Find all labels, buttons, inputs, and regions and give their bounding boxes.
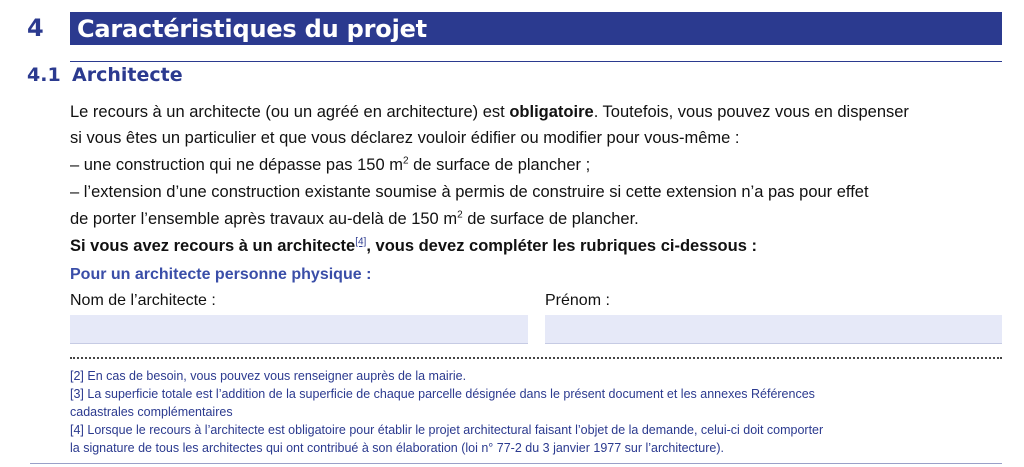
superscript: 2: [457, 209, 463, 221]
obligatoire-emphasis: obligatoire: [509, 103, 594, 121]
superscript: 2: [402, 155, 409, 167]
architect-firstname-label: Prénom :: [545, 292, 610, 309]
footnote-3-line-2: cadastrales complémentaires: [70, 405, 233, 419]
paragraph-text: – une construction qui ne dépasse pas 150 m: [70, 156, 403, 174]
footnotes-divider: [70, 357, 1002, 359]
paragraph-text: Le recours à un architecte (ou un agréé en architecture) est: [70, 103, 510, 121]
paragraph-line-3: [70, 156, 590, 175]
paragraph-line-1: [70, 103, 909, 122]
paragraph-line-4: – l’extension d’une construction existante soumise à permis de construire si cette extension n’a pas pour effet: [70, 183, 869, 201]
paragraph-line-5: [70, 210, 639, 229]
footnote-4-line-2: la signature de tous les architectes qui ont contribué à son élaboration (loi n° 77-2 du 3 janvier 1977 sur l’architecture).: [70, 441, 724, 455]
architect-name-label: Nom de l’architecte :: [70, 292, 216, 309]
subsection-title: Architecte: [72, 64, 183, 86]
footnote-3-line-1: [3] La superficie totale est l’addition de la superficie de chaque parcelle désignée dans le présent document et les annexes Références: [70, 387, 815, 401]
architect-firstname-input[interactable]: [545, 315, 1002, 344]
footnote-ref-link[interactable]: [4]: [355, 236, 367, 248]
physical-person-heading: Pour un architecte personne physique :: [70, 266, 372, 283]
architect-name-input[interactable]: [70, 315, 528, 344]
section-number: 4: [27, 14, 44, 42]
paragraph-text: de surface de plancher.: [462, 210, 639, 228]
subsection-rule: [70, 61, 1002, 62]
footnote-2: [2] En cas de besoin, vous pouvez vous renseigner auprès de la mairie.: [70, 369, 467, 383]
instruction-text: Si vous avez recours à un architecte: [70, 237, 356, 255]
bottom-rule: [30, 463, 1002, 464]
paragraph-text: de surface de plancher ;: [408, 156, 591, 174]
paragraph-line-2: si vous êtes un particulier et que vous déclarez vouloir édifier ou modifier pour vous-même :: [70, 129, 740, 147]
section-title-bar: [70, 12, 1002, 45]
subsection-number: 4.1: [27, 64, 61, 86]
instruction-text: , vous devez compléter les rubriques ci-dessous :: [366, 237, 757, 255]
instruction-line: [70, 237, 757, 256]
section-title: Caractéristiques du projet: [77, 15, 427, 43]
paragraph-text: de porter l’ensemble après travaux au-delà de 150 m: [70, 210, 458, 228]
footnote-4-line-1: [4] Lorsque le recours à l’architecte est obligatoire pour établir le projet architectural faisant l’objet de la demande, celui-ci doit comporter: [70, 423, 824, 437]
paragraph-text: . Toutefois, vous pouvez vous en dispenser: [593, 103, 909, 121]
